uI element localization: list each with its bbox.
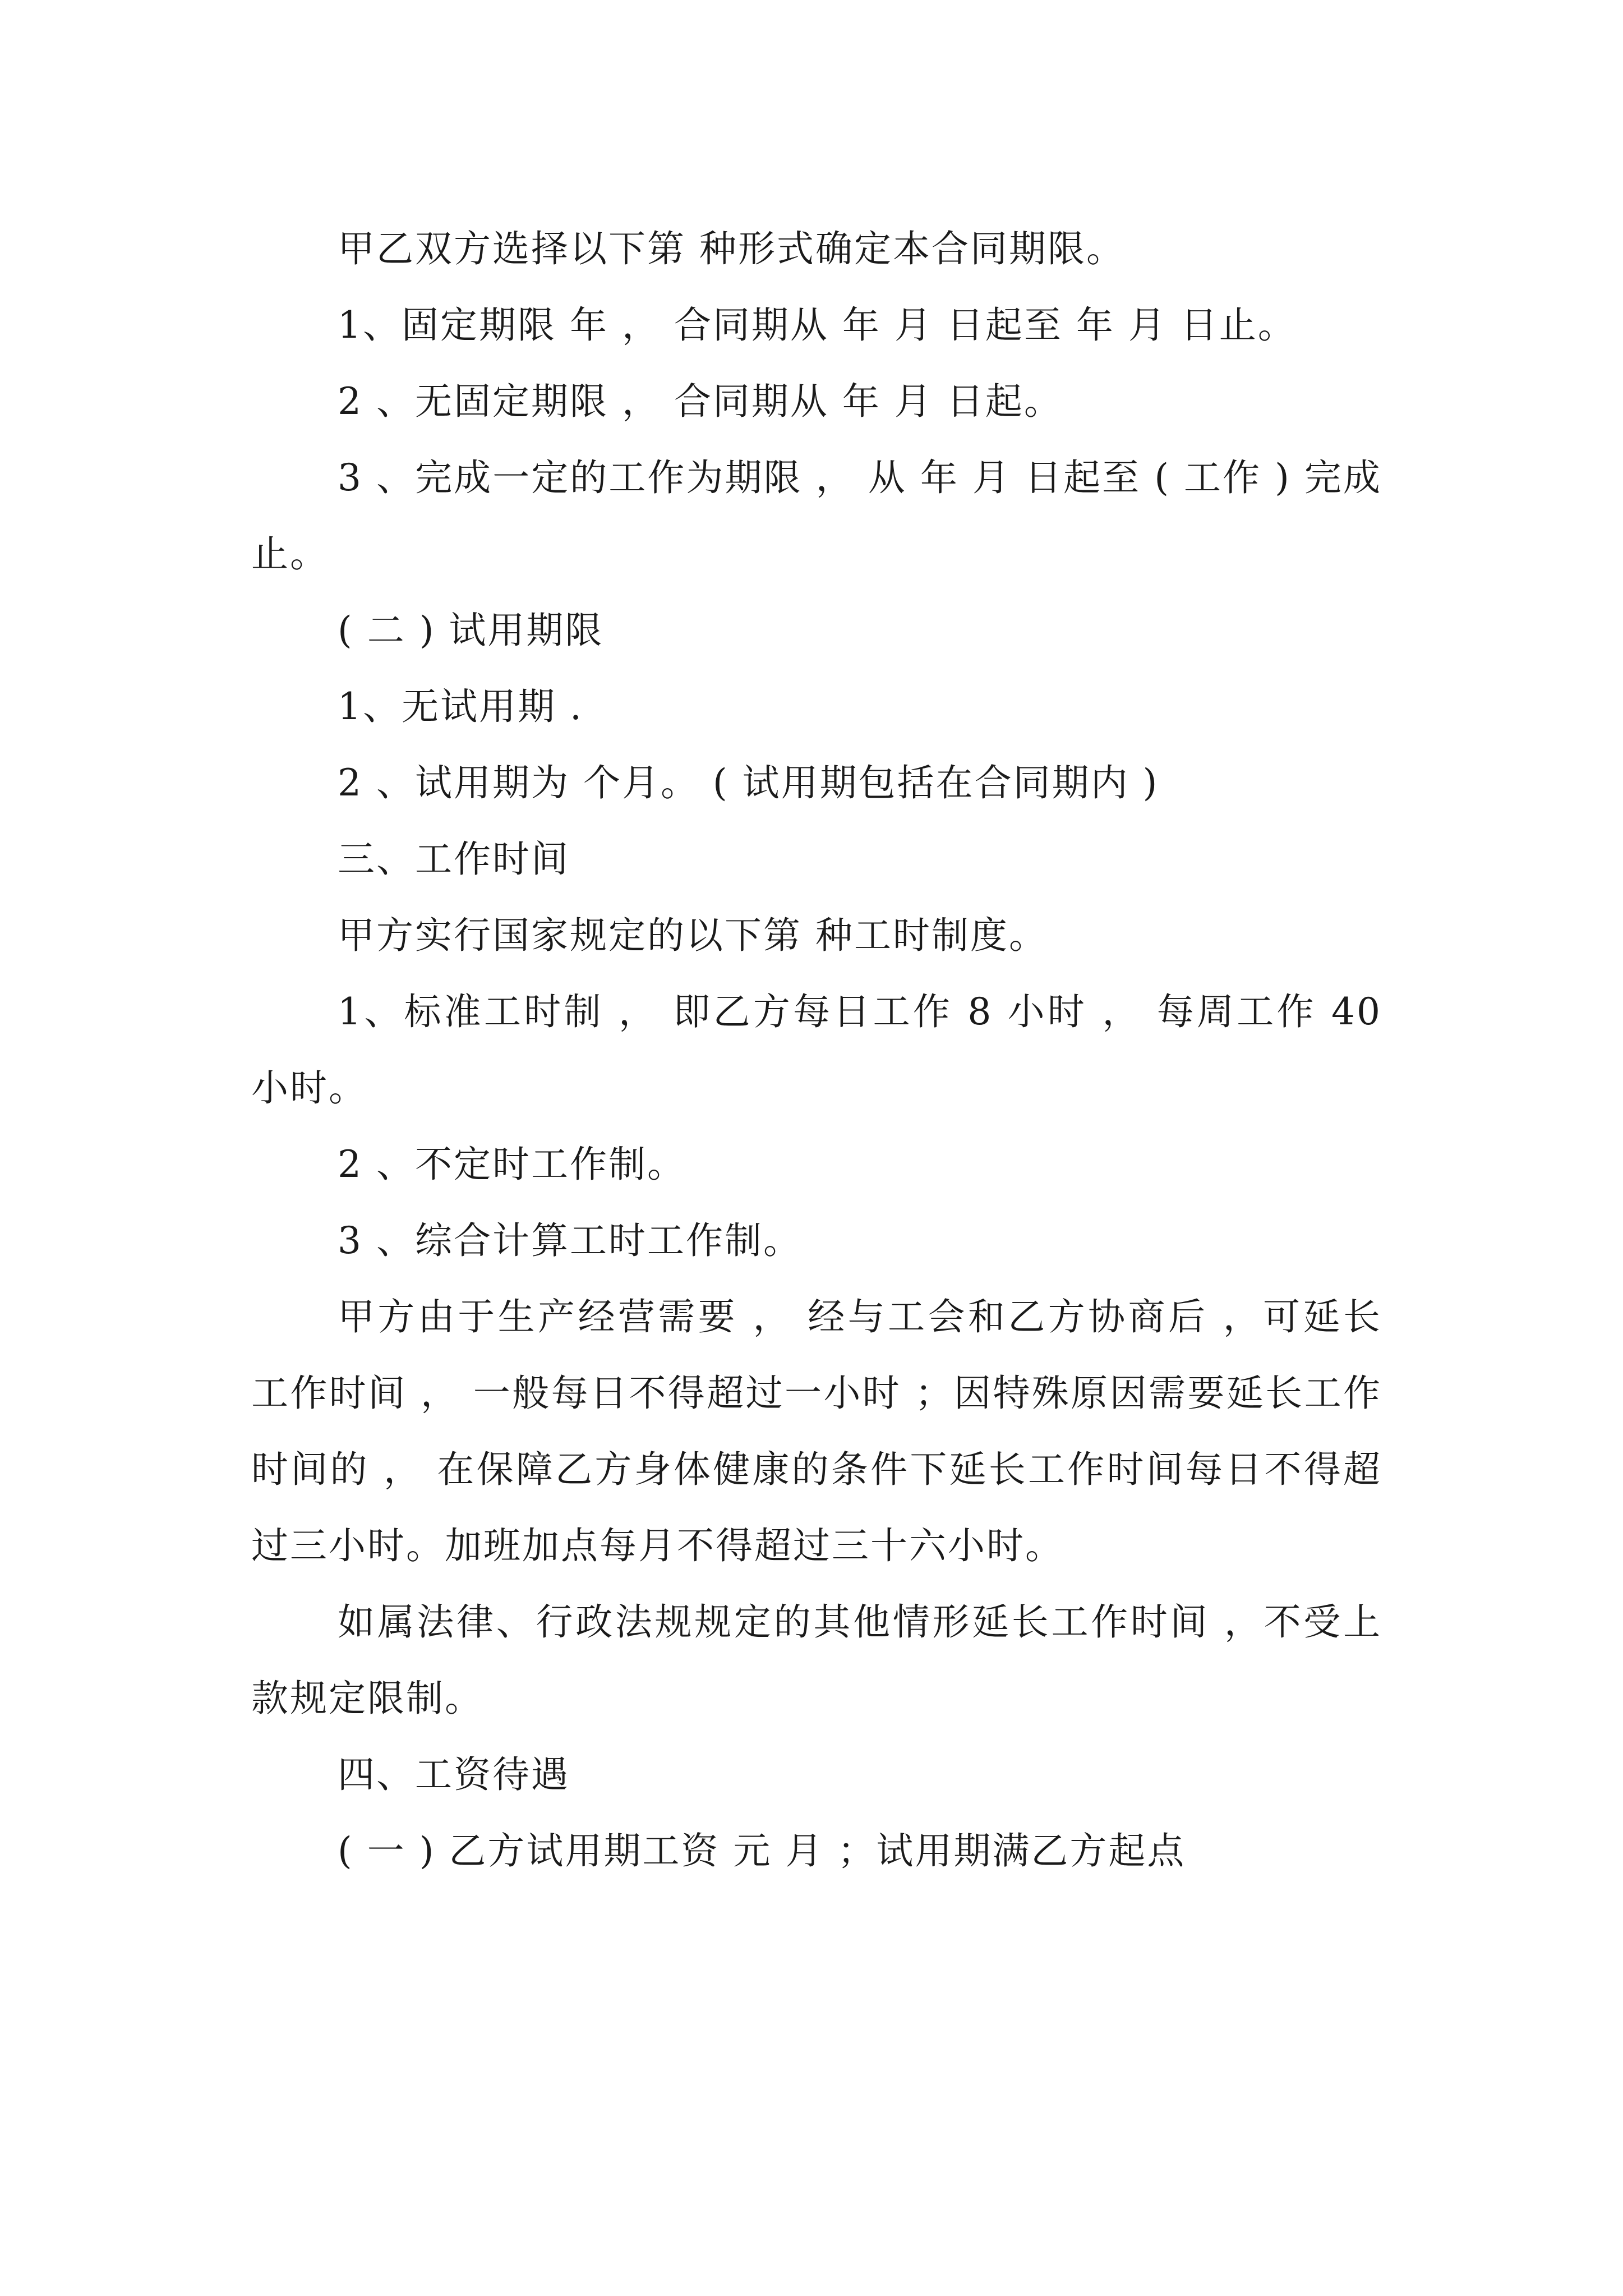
paragraph-standard-hours: 1、标准工时制 ， 即乙方每日工作 8 小时 ， 每周工作 40 小时。 [251,990,1382,1110]
paragraph-probation-months: 2 、试用期为 个月。 ( 试用期包括在合同期内 ) [338,761,1159,804]
paragraph-working-hours-system: 甲方实行国家规定的以下第 种工时制度。 [338,914,1048,957]
section-heading-probation: ( 二 ) 试用期限 [338,609,604,652]
paragraph-contract-term-choice: 甲乙双方选择以下第 种形式确定本合同期限。 [338,227,1125,270]
paragraph-overtime: 甲方由于生产经营需要 ， 经与工会和乙方协商后 ，可延长工作时间 ， 一般每日不得超过一小时 ；因特殊原因需要延长工作时间的 ， 在保障乙方身体健康的条件下延长工作时间每日不得超过三小时。加班加点每月不得超过三十六小时。 [251,1295,1382,1567]
document-body [251,211,1382,1889]
paragraph-comprehensive-hours: 3 、综合计算工时工作制。 [338,1219,802,1262]
paragraph-probation-wage: ( 一 ) 乙方试用期工资 元 月 ；试用期满乙方起点 [338,1829,1186,1872]
section-heading-working-hours: 三、工作时间 [338,838,570,881]
paragraph-no-fixed-term: 2 、无固定期限 ， 合同期从 年 月 日起。 [338,380,1063,423]
paragraph-legal-exceptions: 如属法律、行政法规规定的其他情形延长工作时间 ，不受上款规定限制。 [251,1600,1382,1720]
paragraph-task-based-term: 3 、完成一定的工作为期限 ， 从 年 月 日起至 ( 工作 ) 完成止。 [251,456,1382,576]
paragraph-flexible-hours: 2 、不定时工作制。 [338,1143,686,1186]
paragraph-no-probation: 1、无试用期 . [338,685,583,728]
paragraph-fixed-term: 1、固定期限 年 ， 合同期从 年 月 日起至 年 月 日止。 [338,303,1297,347]
section-heading-wages: 四、工资待遇 [338,1753,570,1796]
